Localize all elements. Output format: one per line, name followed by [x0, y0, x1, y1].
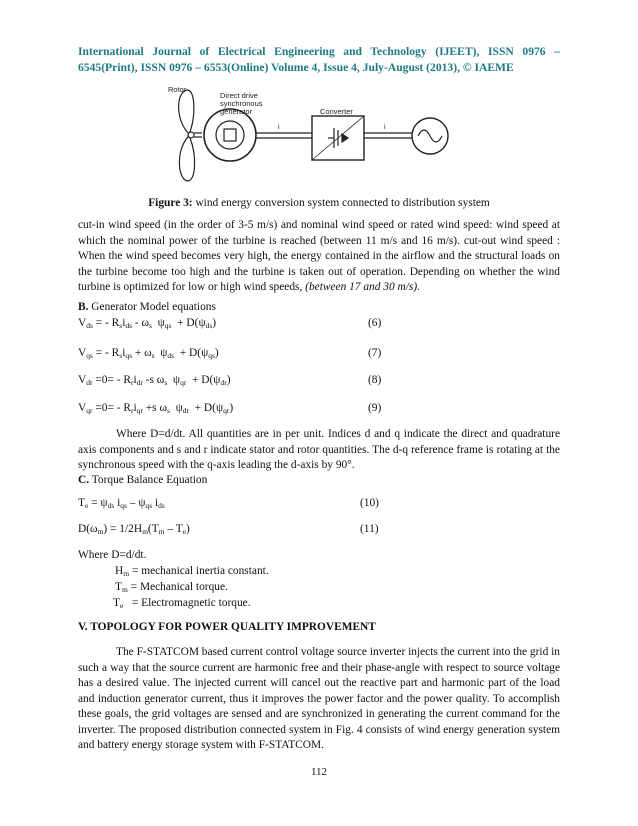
body-paragraph-per-unit: Where D=d/dt. All quantities are in per unit. Indices d and q indicate the direct and quadrature axis components and s and r indicate stator and rotor quantities. The d-q reference frame is rotating at the synchronous speed with the q-axis leading the d-axis by 90°.	[78, 428, 560, 471]
section-b-label: B.	[78, 301, 89, 313]
definition-hm: $H_m$ = mechanical inertia constant.	[115, 565, 269, 578]
journal-header: International Journal of Electrical Engineering and Technology (IJEET), ISSN 0976 – 6545(Print), ISSN 0976 – 6553(Online) Volume 4, Issue 4, July-August (2013), © IAEME	[78, 45, 560, 74]
section-c-title: Torque Balance Equation	[89, 474, 208, 486]
equation-8-number: (8)	[368, 374, 382, 386]
section-c-heading	[78, 473, 207, 489]
figure-caption-text: wind energy conversion system connected to distribution system	[192, 197, 490, 209]
where-definition: Where D=d/dt.	[78, 549, 147, 561]
rotor-blade-top	[179, 90, 194, 134]
svg-text:i: i	[278, 124, 280, 131]
equation-10: $T_e = \psi_{ds}$ $i_{qs} - \psi_{qs}$ $i_{ds}$	[78, 497, 165, 510]
section-b-title: Generator Model equations	[88, 301, 216, 313]
equation-6: $V_{ds}$ = - $R_si_{ds} - \omega_s$ $\psi_{qs} + D(\psi_{ds})$	[78, 317, 217, 330]
equation-11: $D(\omega_m) = 1/2H_m(T_m - T_e)$	[78, 523, 190, 536]
section-b-heading	[78, 300, 216, 316]
wind-conversion-diagram	[162, 86, 482, 186]
equation-6-number: (6)	[368, 317, 382, 329]
definition-te-text: = Electromagnetic torque.	[131, 597, 251, 609]
equation-9: $V_{qr} =0= - R_ri_{qr} +s$ $\omega_s$ $\psi_{dr} + D(\psi_{qr})$	[78, 402, 234, 415]
figure-caption	[78, 196, 560, 212]
definition-hm-text: = mechanical inertia constant.	[131, 565, 269, 577]
svg-text:i: i	[384, 124, 386, 131]
rotor-hub	[188, 132, 194, 138]
converter-label: Converter	[320, 107, 353, 116]
paragraph-italic-tail: (between 17 and 30 m/s).	[305, 281, 420, 293]
page-number: 112	[310, 766, 328, 778]
equation-9-number: (9)	[368, 402, 382, 414]
rotor-blade-bottom	[179, 136, 194, 181]
rotor-label: Rotor	[168, 85, 187, 94]
generator-label: Direct drive synchronous generator	[220, 91, 263, 116]
body-paragraph-fstatcom: The F-STATCOM based current control voltage source inverter injects the current into the grid in such a way that the source current are harmonic free and their phase-angle with respect to source voltage has a desired value. The injected current will cancel out the reactive part and harmonic part of the load and induction generator current, thus it improves the power factor and the power quality. To accomplish these goals, the grid voltages are sensed and are synchronized in generating the current command for the inverter. The proposed distribution connected system in Fig. 4 consists of wind energy generation system and battery energy storage system with F-STATCOM.	[78, 646, 560, 751]
equation-8: $V_{dr} =0= - R_ri_{dr}$ -s $\omega_s$ $\psi_{qr} + D(\psi_{dr})$	[78, 374, 231, 387]
definition-tm-text: = Mechanical torque.	[130, 581, 228, 593]
body-paragraph-wind-speed	[78, 218, 560, 296]
figure-caption-label: Figure 3:	[148, 197, 193, 209]
ac-sine-wave	[418, 130, 442, 142]
equation-7-number: (7)	[368, 347, 382, 359]
diagram-svg	[162, 86, 482, 186]
definition-tm: $T_m$ = Mechanical torque.	[115, 581, 228, 594]
section-v-heading: V. TOPOLOGY FOR POWER QUALITY IMPROVEMENT	[78, 621, 376, 633]
equation-7: $V_{qs}$ = - $R_si_{qs} + \omega_s$ $\psi_{ds} + D(\psi_{qs})$	[78, 347, 219, 360]
generator-rotor-core	[224, 129, 236, 141]
section-c-label: C.	[78, 474, 90, 486]
definition-te: $T_e$ = Electromagnetic torque.	[113, 597, 251, 610]
equation-10-number: (10)	[360, 497, 379, 509]
equation-11-number: (11)	[360, 523, 379, 535]
paragraph-text: cut-in wind speed (in the order of 3-5 m/s) and nominal wind speed or rated wind speed: wind speed at which the nominal power of the turbine is reached (between 11 m/s and 16 m/s). cut-out wind speed : When the wind speed becomes very high, the energy contained in the airflow and the structural loads on the turbine become too high and the turbine is taken out of operation. Depending on whether the wind turbine is optimized for low or high wind speeds,	[78, 219, 560, 293]
